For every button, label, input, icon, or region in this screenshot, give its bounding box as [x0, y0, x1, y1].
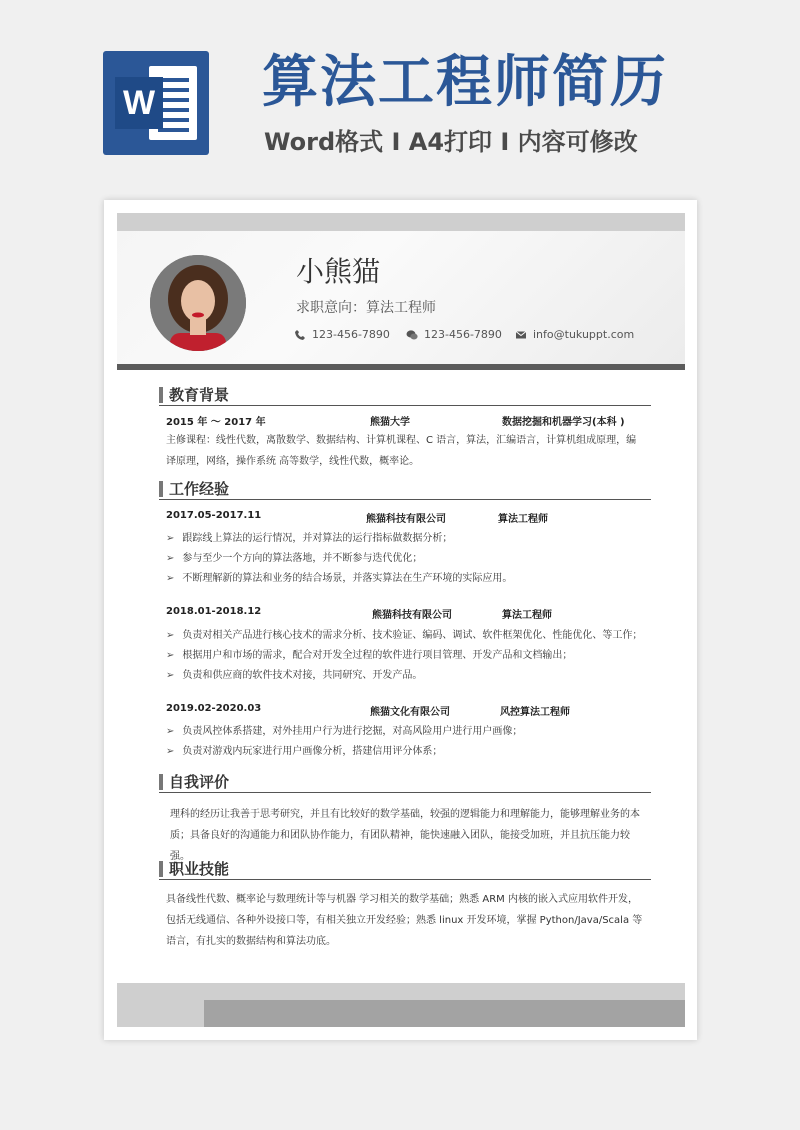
word-logo	[103, 51, 209, 155]
job-company: 熊猫文化有限公司	[370, 707, 450, 718]
contact-email	[515, 328, 634, 341]
list-item: ➢ 参与至少一个方向的算法落地，并不断参与迭代优化；	[166, 553, 423, 564]
section-self-evaluation: 自我评价	[159, 771, 651, 793]
word-letter: W	[115, 77, 163, 129]
section-education: 教育背景	[159, 384, 651, 406]
footer-bar-dark	[204, 1000, 685, 1027]
banner-subtitle: Word格式 I A4打印 I 内容可修改	[264, 128, 638, 156]
section-skills: 职业技能	[159, 858, 651, 880]
phone-icon	[294, 329, 306, 341]
list-item: ➢ 负责对游戏内玩家进行用户画像分析，搭建信用评分体系；	[166, 746, 443, 757]
self-evaluation-text: 理科的经历让我善于思考研究，并且有比较好的数学基础，较强的逻辑能力和理解能力，能够理解业务的本质；具备良好的沟通能力和团队协作能力，有团队精神，能快速融入团队，能接受加班，并且抗压能力较强。	[170, 809, 640, 862]
education-period: 2015 年 ～ 2017 年	[166, 417, 266, 428]
avatar-portrait-icon	[150, 255, 246, 351]
email-address: info@tukuppt.com	[533, 328, 635, 341]
list-item: ➢ 根据用户和市场的需求，配合对开发全过程的软件进行项目管理、开发产品和文档输出；	[166, 650, 573, 661]
job-company: 熊猫科技有限公司	[366, 514, 446, 525]
job-company: 熊猫科技有限公司	[372, 610, 452, 621]
phone-number: 123-456-7890	[312, 328, 390, 341]
job-period: 2018.01-2018.12	[166, 606, 262, 617]
contact-phone	[294, 328, 390, 341]
education-major: 数据挖掘和机器学习(本科 )	[502, 417, 625, 428]
job-period: 2019.02-2020.03	[166, 703, 262, 714]
job-period: 2017.05-2017.11	[166, 510, 262, 521]
avatar	[150, 255, 246, 351]
contact-wechat	[406, 328, 502, 341]
job-intent: 求职意向：算法工程师	[296, 300, 436, 316]
job-role: 算法工程师	[498, 514, 548, 525]
list-item: ➢ 跟踪线上算法的运行情况，并对算法的运行指标做数据分析；	[166, 533, 453, 544]
education-school: 熊猫大学	[370, 417, 410, 428]
candidate-name: 小熊猫	[296, 255, 381, 288]
education-courses: 主修课程：线性代数，离散数学、数据结构、计算机课程、C 语言，算法，汇编语言，计算机组成原理，编译原理，网络，操作系统 高等数学，线性代数，概率论。	[166, 435, 637, 467]
section-work: 工作经验	[159, 478, 651, 500]
list-item: ➢ 不断理解新的算法和业务的结合场景，并落实算法在生产环境的实际应用。	[166, 573, 513, 584]
job-role: 风控算法工程师	[500, 707, 570, 718]
header-divider	[117, 364, 685, 370]
resume-page	[104, 200, 697, 1040]
mail-icon	[515, 329, 527, 341]
header-top-bar	[117, 213, 685, 231]
wechat-number: 123-456-7890	[424, 328, 502, 341]
list-item: ➢ 负责对相关产品进行核心技术的需求分析、技术验证、编码、调试、软件框架优化、性能优化、等工作；	[166, 630, 643, 641]
skills-text: 具备线性代数、概率论与数理统计等与机器 学习相关的数学基础；熟悉 ARM 内核的嵌入式应用软件开发，包括无线通信、各种外设接口等，有相关独立开发经验；熟悉 linux 开发环境，掌握 Python/Java/Scala 等语言，有扎实的数据结构和算法功底。	[166, 894, 643, 947]
list-item: ➢ 负责和供应商的软件技术对接，共同研究、开发产品。	[166, 670, 423, 681]
banner-title: 算法工程师简历	[262, 50, 668, 115]
job-role: 算法工程师	[502, 610, 552, 621]
list-item: ➢ 负责风控体系搭建，对外挂用户行为进行挖掘，对高风险用户进行用户画像；	[166, 726, 523, 737]
wechat-icon	[406, 329, 418, 341]
